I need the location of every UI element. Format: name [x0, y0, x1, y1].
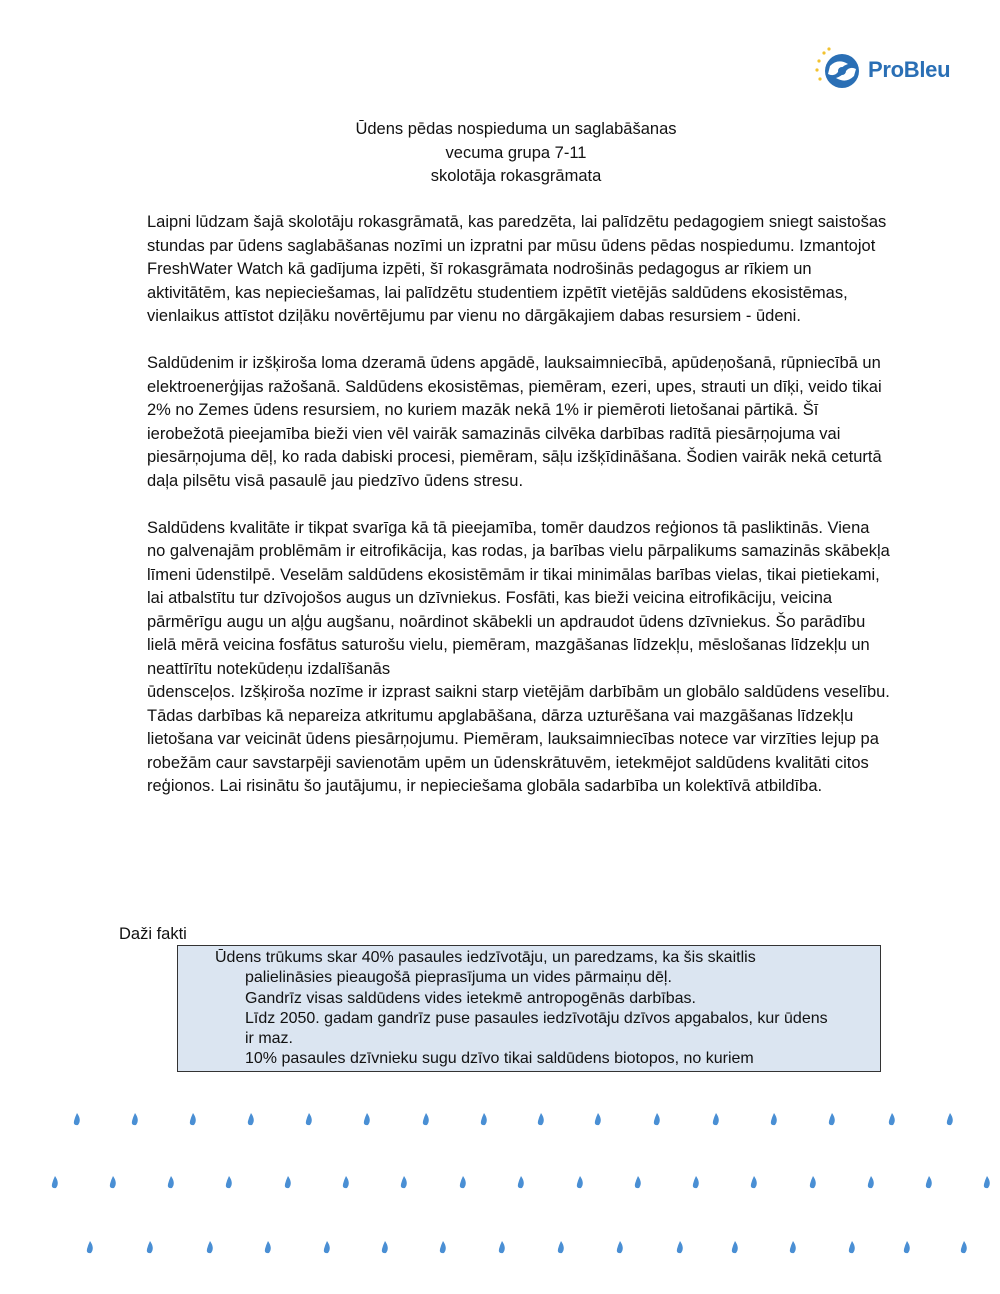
- water-drop-icon: [343, 1176, 349, 1188]
- water-drop-icon: [207, 1241, 213, 1253]
- water-drop-icon: [74, 1113, 80, 1125]
- water-drop-icon: [654, 1113, 660, 1125]
- body-text: [147, 211, 892, 799]
- water-drop-icon: [401, 1176, 407, 1188]
- paragraph-welcome: Laipni lūdzam šajā skolotāju rokasgrāmatā, kas paredzēta, lai palīdzētu pedagogiem sniegt saistošas stundas par ūdens saglabāšanas nozīmi un izpratni par mūsu ūdens pēdas nospiedumu. Izmantojot FreshWater Watch kā gadījuma izpēti, šī rokasgrāmata nodrošinās pedagogus ar rīkiem un aktivitātēm, kas nepieciešamas, lai palīdzētu studentiem izpētīt vietējās saldūdens ekosistēmas, vienlaikus attīstot dziļāku novērtējumu par vienu no dārgākajiem dabas resursiem - ūdeni.: [147, 213, 887, 325]
- water-drop-icon: [617, 1241, 623, 1253]
- water-drop-icon: [984, 1176, 990, 1188]
- water-drop-icon: [248, 1113, 254, 1125]
- water-drop-icon: [168, 1176, 174, 1188]
- water-drop-icon: [132, 1113, 138, 1125]
- title-line-3: skolotāja rokasgrāmata: [430, 167, 602, 185]
- water-drop-icon: [538, 1113, 544, 1125]
- water-drop-icon: [732, 1241, 738, 1253]
- water-drop-icon: [904, 1241, 910, 1253]
- water-drop-icon: [868, 1176, 874, 1188]
- water-drop-icon: [810, 1176, 816, 1188]
- water-drop-icon: [460, 1176, 466, 1188]
- fact-item: 10% pasaules dzīvnieku sugu dzīvo tikai saldūdens biotopos, no kuriem: [245, 1050, 754, 1068]
- water-drop-icon: [87, 1241, 93, 1253]
- water-drop-icon: [558, 1241, 564, 1253]
- water-drop-icon: [790, 1241, 796, 1253]
- water-drop-icon: [713, 1113, 719, 1125]
- water-drop-icon: [635, 1176, 641, 1188]
- fact-item: Gandrīz visas saldūdens vides ietekmē antropogēnās darbības.: [245, 989, 696, 1007]
- fact-item: Ūdens trūkums skar 40% pasaules iedzīvotāju, un paredzams, ka šis skaitlis: [215, 949, 756, 966]
- probleu-emblem-icon: [814, 44, 864, 94]
- water-drop-icon: [771, 1113, 777, 1125]
- water-drop-icon: [595, 1113, 601, 1125]
- fact-item: Līdz 2050. gadam gandrīz puse pasaules iedzīvotāju dzīvos apgabalos, kur ūdens ir maz.: [245, 1009, 828, 1048]
- water-drop-icon: [926, 1176, 932, 1188]
- water-drop-icon: [423, 1113, 429, 1125]
- water-drop-icon: [382, 1241, 388, 1253]
- water-drop-icon: [440, 1241, 446, 1253]
- water-drop-icon: [677, 1241, 683, 1253]
- water-drop-icon: [285, 1176, 291, 1188]
- water-drop-icon: [961, 1241, 967, 1253]
- water-drop-icon: [577, 1176, 583, 1188]
- water-drop-icon: [849, 1241, 855, 1253]
- water-drop-icon: [324, 1241, 330, 1253]
- facts-heading: Daži fakti: [119, 925, 187, 943]
- water-drop-icon: [481, 1113, 487, 1125]
- water-drop-icon: [306, 1113, 312, 1125]
- paragraph-water-quality: Saldūdens kvalitāte ir tikpat svarīga kā tā pieejamība, tomēr daudzos reģionos tā pasliktinās. Viena no galvenajām problēmām ir eitrofikācija, kas rodas, ja barības vielu pārpalikums samazinās skābekļa līmeni ūdenstilpē. Veselām saldūdens ekosistēmām ir tikai minimālas barības vielas, tikai pietiekami, lai atbalstītu tur dzīvojošos augus un dzīvniekus. Fosfāti, kas bieži veicina eitrofikāciju, veicina pārmērīgu augu un aļģu augšanu, noārdinot skābekli un apdraudot ūdens dzīvniekus. Šo parādību lielā mērā veicina fosfātus saturošu vielu, piemēram, mazgāšanas līdzekļu, mēslošanas līdzekļu un neattīrītu notekūdeņu izdalīšanās: [147, 518, 890, 678]
- water-drop-icon: [364, 1113, 370, 1125]
- water-drop-icon: [147, 1241, 153, 1253]
- paragraph-waterways: ūdensceļos. Izšķiroša nozīme ir izprast saikni starp vietējām darbībām un globālo saldūdens veselību. Tādas darbības kā nepareiza atkritumu apglabāšana, dārza uzturēšana vai mazgāšanas līdzekļu lietošana var veicināt ūdens piesārņojumu. Piemēram, lauksaimniecības notece var virzīties lejup pa robežām caur savstarpēji savienotām upēm un ūdenskrātuvēm, ietekmējot saldūdens kvalitāti citos reģionos. Lai risinātu šo jautājumu, ir nepieciešama globāla sadarbība un kolektīvā atbildība.: [147, 683, 890, 795]
- document-title: [0, 118, 1000, 189]
- water-drop-icon: [190, 1113, 196, 1125]
- water-drop-icon: [52, 1176, 58, 1188]
- probleu-logo: [814, 44, 964, 94]
- water-drop-icon: [265, 1241, 271, 1253]
- water-drop-icon: [751, 1176, 757, 1188]
- facts-box: [177, 945, 881, 1072]
- water-drop-icon: [947, 1113, 953, 1125]
- title-line-2: vecuma grupa 7-11: [445, 143, 587, 162]
- water-drop-icon: [889, 1113, 895, 1125]
- water-drop-icon: [518, 1176, 524, 1188]
- water-drops-decoration: [0, 1090, 1000, 1294]
- paragraph-freshwater-role: Saldūdenim ir izšķiroša loma dzeramā ūdens apgādē, lauksaimniecībā, apūdeņošanā, rūpniecībā un elektroenerģijas ražošanā. Saldūdens ekosistēmas, piemēram, ezeri, upes, strauti un dīķi, veido tikai 2% no Zemes ūdens resursiem, no kuriem mazāk nekā 1% ir piemēroti lietošanai pārtikā. Šī ierobežotā pieejamība bieži vien vēl vairāk samazinās cilvēka darbības radītā piesārņojuma vai piesārņojuma dēļ, ko rada dabiski procesi, piemēram, sāļu izšķīdināšana. Šodien vairāk nekā ceturtā daļa pilsētu visā pasaulē jau piedzīvo ūdens stresu.: [147, 354, 882, 490]
- water-drop-icon: [829, 1113, 835, 1125]
- fact-item: palielināsies pieaugošā pieprasījuma un vides pārmaiņu dēļ.: [245, 969, 672, 987]
- water-drop-icon: [110, 1176, 116, 1188]
- water-drop-icon: [499, 1241, 505, 1253]
- water-drop-icon: [693, 1176, 699, 1188]
- logo-text: ProBleu: [868, 57, 951, 82]
- title-line-1: Ūdens pēdas nospieduma un saglabāšanas: [355, 120, 677, 138]
- water-drop-icon: [226, 1176, 232, 1188]
